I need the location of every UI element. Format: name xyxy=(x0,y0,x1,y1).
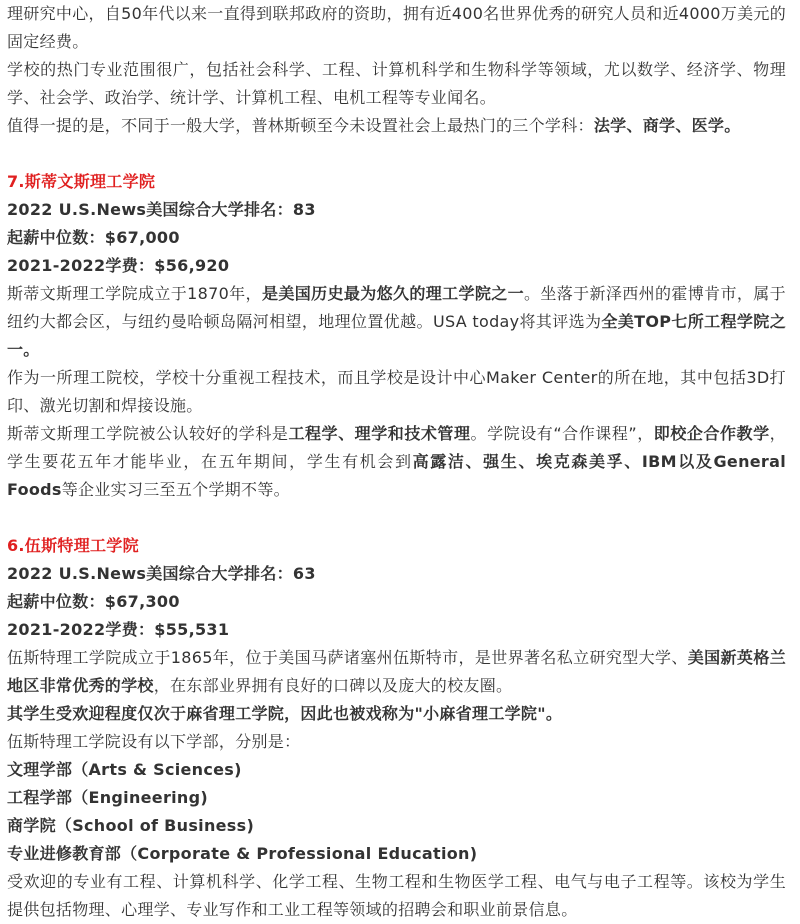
bold-run: 工程学、理学和技术管理 xyxy=(288,424,471,443)
text-run: 等企业实习三至五个学期不等。 xyxy=(61,480,290,499)
text-run: 。学院设有“合作课程”， xyxy=(470,424,654,443)
text-run: ，在东部业界拥有良好的口碑以及庞大的校友圈。 xyxy=(153,676,513,695)
stevens-tuition: 2021-2022学费：$56,920 xyxy=(7,256,230,275)
stevens-paragraph-3 xyxy=(7,420,786,504)
bold-run: 是美国历史最为悠久的理工学院之一 xyxy=(261,284,524,303)
stevens-salary: 起薪中位数：$67,000 xyxy=(7,228,180,247)
wpi-rank: 2022 U.S.News美国综合大学排名：63 xyxy=(7,564,316,583)
bold-run: 其学生受欢迎程度仅次于麻省理工学院，因此也被戏称为"小麻省理工学院"。 xyxy=(7,704,563,723)
section-title-stevens: 7.斯蒂文斯理工学院 xyxy=(7,172,156,191)
text-run: 斯蒂文斯理工学院成立于1870年， xyxy=(7,284,262,303)
bold-run: 高露洁、强生、埃克森美孚、IBM以及General Foods xyxy=(7,452,786,499)
text-run: 。坐落于新泽西州的霍博肯市，属于纽约大都会区，与纽约曼哈顿岛隔河相望，地理位置优越。USA today将其评选为 xyxy=(7,284,786,331)
section-title-wpi: 6.伍斯特理工学院 xyxy=(7,536,139,555)
text-run: ，学生要花五年才能毕业，在五年期间，学生有机会到 xyxy=(7,424,786,471)
bold-run: 美国新英格兰地区非常优秀的学校 xyxy=(7,648,786,695)
wpi-school-item: 文理学部（Arts & Sciences) xyxy=(7,760,242,779)
intro-paragraph-3-bold: 法学、商学、医学。 xyxy=(593,116,741,135)
stevens-paragraph-1 xyxy=(7,280,786,364)
spacer xyxy=(7,504,786,532)
bold-run: 即校企合作教学 xyxy=(653,424,770,443)
wpi-school-item: 商学院（School of Business) xyxy=(7,816,255,835)
wpi-paragraph-3: 伍斯特理工学院设有以下学部，分别是： xyxy=(7,732,301,751)
wpi-school-item: 工程学部（Engineering) xyxy=(7,788,208,807)
intro-paragraph-1: 理研究中心，自50年代以来一直得到联邦政府的资助，拥有近400名世界优秀的研究人员和近4000万美元的固定经费。 xyxy=(7,4,786,51)
text-run: 伍斯特理工学院成立于1865年，位于美国马萨诸塞州伍斯特市，是世界著名私立研究型大学、 xyxy=(7,648,688,667)
wpi-paragraph-1 xyxy=(7,644,786,700)
intro-paragraph-3 xyxy=(7,112,786,140)
wpi-tuition: 2021-2022学费：$55,531 xyxy=(7,620,230,639)
wpi-paragraph-2 xyxy=(7,700,786,728)
wpi-school-item: 专业进修教育部（Corporate & Professional Education) xyxy=(7,844,478,863)
text-run: 斯蒂文斯理工学院被公认较好的学科是 xyxy=(7,424,289,443)
wpi-paragraph-4: 受欢迎的专业有工程、计算机科学、化学工程、生物工程和生物医学工程、电气与电子工程等。该校为学生提供包括物理、心理学、专业写作和工业工程等领域的招聘会和职业前景信息。 xyxy=(7,872,786,919)
stevens-paragraph-2: 作为一所理工院校，学校十分重视工程技术，而且学校是设计中心Maker Center的所在地，其中包括3D打印、激光切割和焊接设施。 xyxy=(7,368,786,415)
intro-paragraph-2: 学校的热门专业范围很广，包括社会科学、工程、计算机科学和生物科学等领域，尤以数学、经济学、物理学、社会学、政治学、统计学、计算机工程、电机工程等专业闻名。 xyxy=(7,60,786,107)
intro-paragraph-3-text: 值得一提的是，不同于一般大学，普林斯顿至今未设置社会上最热门的三个学科： xyxy=(7,116,594,135)
stevens-rank: 2022 U.S.News美国综合大学排名：83 xyxy=(7,200,316,219)
spacer xyxy=(7,140,786,168)
bold-run: 全美TOP七所工程学院之一。 xyxy=(7,312,786,359)
wpi-salary: 起薪中位数：$67,300 xyxy=(7,592,180,611)
